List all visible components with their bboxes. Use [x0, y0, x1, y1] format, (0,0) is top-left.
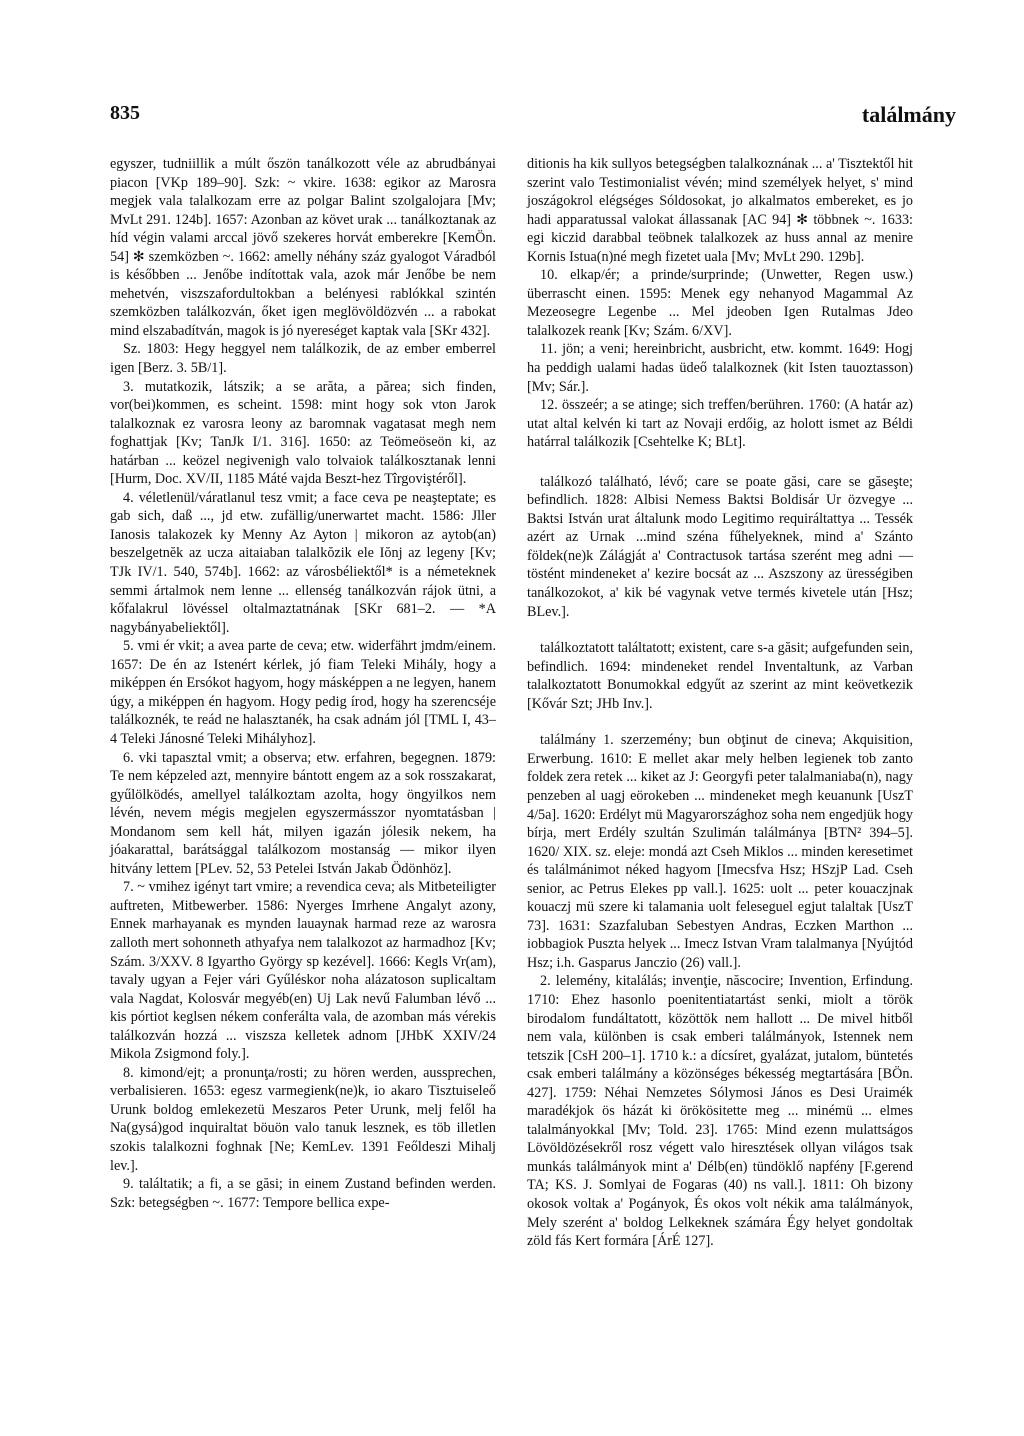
- entry-paragraph: 8. kimond/ejt; a pronunţa/rosti; zu hören werden, aussprechen, verbalisieren. 1653: egesz varmegienk(ne)k, io akaro Tisztuiseleő Urunk boldog emlekezetü Meszaros Peter Urunk, melj felől ha Na(gysá)god inquiraltat böuön valo tanuk lesznek, es töb illetlen szokis talalkozni foghnak [Ne; KemLev. 1391 Feőldeszi Mihalj lev.].: [110, 1064, 496, 1174]
- entry-paragraph: 9. találtatik; a fi, a se găsi; in einem Zustand befinden werden. Szk: betegségben ~. 1677: Tempore bellica expe-: [110, 1176, 496, 1211]
- dictionary-entry: találmány 1. szerzemény; bun obţinut de cineva; Akquisition, Erwerbung. 1610: E mellet akar mely helben legienek tob zanto foldek zera retek ... kiket az J: Georgyfi peter talalmaniaba(n), nagy penzeben al uagj eörokeben ... mindeneket megh keuanunk [UszT 4/5a]. 1620: Erdélyt mü Magyarországhoz soha nem engedjük hogy bírja, mert Erdély szultán Szulimán találmánya [BTN² 394–5]. 1620/ XIX. sz. eleje: mondá azt Cseh Miklos ... minden keresetimet és találmánimot néked hagyom [Imecsfva Hsz; HSzjP Lad. Cseh senior, ac Petrus Elekes pp vall.]. 1625: uolt ... peter kouaczjnak kouaczj mü szere ki talamania uolt feleseguel egjut talaltak [UszT 73]. 1631: Szazfaluban Sebestyen Andras, Eczken Marthon ... iobbagiok Puszta helyek ... Imecz Istvan Vram talalmanya [Nyújtód Hsz; i.h. Gasparus Janczio (26) vall.].: [527, 732, 913, 971]
- entry-paragraph: egyszer, tudniillik a múlt őszön tanálkozott véle az abrudbányai piacon [VKp 189–90]. Szk: ~ vkire. 1638: egikor az Marosra megjek vala talalkozam erre az polgar Balint szolgalojara [Mv; MvLt 291. 124b]. 1657: Azonban az követ urak ... tanálkoztanak az híd végin valami arccal jövő szekeres horvát emberekre [KemÖn. 54] ✻ szemközben ~. 1662: amelly néhány száz gyalogot Váradból is későbben ... Jenőbe indítottak vala, azok már Jenőbe be nem mehetvén, viszszafordultokban a belényesi rablókkal szintén szemközben találkozván, őket igen meglövöldözvén ... a rabokat mind elszabadítván, magok is jó nyereséget kaptak vala [SKr 432].: [110, 156, 496, 339]
- entry-paragraph: 12. összeér; a se atinge; sich treffen/berühren. 1760: (A határ az) utat altal kelvén ki tart az Novaji erdőig, az holott ismet az Béldi határral találkozik [Csehtelke K; BLt].: [527, 397, 913, 451]
- page-header: [110, 102, 956, 132]
- running-head: találmány: [861, 102, 956, 127]
- entry-paragraph: 10. elkap/ér; a prinde/surprinde; (Unwetter, Regen usw.) überrascht einen. 1595: Menek egy nehanyod Magammal Az Mezeosegre Legenbe ... Mel jdeoben Igen Rutalmas Jdeo talalkozek reank [Kv; Szám. 6/XV].: [527, 267, 913, 339]
- entry-paragraph: 3. mutatkozik, látszik; a se arăta, a părea; sich finden, vor(bei)kommen, es scheint. 1598: mint hogy sok vton Jarok talalkoznak ez varosra leony az baromnak vagatasat megh nem foghattjak [Kv; TanJk I/1. 316]. 1650: az Teömeöseön ki, az határban ... keözel negivenigh valo tolvaiok találkosztanak lenni [Hurm, Doc. XV/II, 1185 Máté vajda Beszt-hez Tîrgoviştéről].: [110, 378, 496, 488]
- entry-paragraph: 11. jön; a veni; hereinbricht, ausbricht, etw. kommt. 1649: Hogj ha peddigh ualami hadas üdeő talalkoznek (kit Isten tauoztasson) [Mv; Sár.].: [527, 341, 913, 395]
- dictionary-entry: találkozó található, lévő; care se poate găsi, care se găseşte; befindlich. 1828: Albisi Nemess Baktsi Boldisár Ur özvegye ... Baktsi István urat általunk modo Legitimo requiráltattya ... Tessék azért az Urnak ...mind széna fűhelyeknek, mind a' Szánto földek(ne)k Zálágját a' Contractusok tartása szerént meg adni — töstént mindeneket a' kezire bocsát az ... Aszszony az ürességiben tanálkozokot, a' kik bé vagynak vetve termés kivetele után [Hsz; BLev.].: [527, 473, 913, 620]
- entry-separator: [527, 452, 913, 473]
- entry-paragraph: 7. ~ vmihez igényt tart vmire; a revendica ceva; als Mitbeteiligter auftreten, Mitbewerber. 1586: Nyerges Imrhene Angalyt azony, Ennek marhayanak es mynden lauaynak harmad reze az warosra zalloth mert sohonneth athyafya nem talalkozot az harmadhoz [Kv; Szám. 3/XXV. 8 Igyartho György sp kezével]. 1666: Kegls Vr(am), tavaly ugyan a Fejer vári Gyűléskor noha alázatoson suplicaltam vala Nagdat, Kolosvár megyéb(en) Uj Lak nevű Falumban lévő ... kis pórtiot keglsen nékem conferálta vala, de azomban más vérekis találkozván hozzá ... viszsza kelletek adnom [JHbK XXIV/24 Mikola Zsigmond foly.].: [110, 879, 496, 1063]
- entry-separator: [527, 621, 913, 639]
- entry-paragraph: ditionis ha kik sullyos betegségben talalkoznának ... a' Tisztektől hit szerint valo Testimonialist vévén; mind személyek helyet, s' mind joszágokrol elégséges Sóldosokat, jo alkalmatos embereket, es jo hadi apparatussal valokat állassanak [AC 94] ✻ többnek ~. 1633: egi kiczid darabbal teöbnek talalkozek az huss annal az menire Kornis Istua(n)né megh fizetet uala [Mv; MvLt 290. 129b].: [527, 156, 913, 265]
- entry-paragraph: 6. vki tapasztal vmit; a observa; etw. erfahren, begegnen. 1879: Te nem képzeled azt, mennyire bántott engem az a sok rosszakarat, gyűlölködés, amellyel találkoztam azolta, hogy öngyilkos nem lévén, nevem mégis megjelen egyszermásszor nyomtatásban | Mondanom sem kell hát, milyen igazán jólesik nekem, ha jóakarattal, barátsággal találkozom mostanság — mikor ilyen hitvány lettem [PLev. 52, 53 Petelei István Jakab Ödönhöz].: [110, 749, 496, 877]
- entry-paragraph: 5. vmi ér vkit; a avea parte de ceva; etw. widerfährt jmdm/einem. 1657: De én az Istenért kérlek, jó fiam Teleki Mihály, hogy a miképpen én Ersókot hagyom, hogy másképpen a ne legyen, hanem úgy, a miképpen én hagyom. Hogy pedig írod, hogy ha szerencséje találkoznék, te reád ne halasztanék, ha csak adnám jól [TML I, 43–4 Teleki Jánosné Teleki Mihályhoz].: [110, 638, 496, 747]
- page-number: 835: [110, 102, 140, 124]
- entry-paragraph: 2. lelemény, kitalálás; invenţie, născocire; Invention, Erfindung. 1710: Ehez hasonlo poenitentiatartást senki, miolt a török birodalom fundáltatott, közöttök nem hallott ... De mivel hitből nem vala, különben is csak emberi találmányok, Istennek nem tetszik [CsH 200–1]. 1710 k.: a dícsíret, gyalázat, jutalom, büntetés csak emberi találmány a közönséges békesség megtartására [BÖn. 427]. 1759: Néhai Nemzetes Sólymosi János es Desi Uraimék maradékjok ös házát ki örökösitette meg ... minémü ... elmes talalmányokkal [Mv; Told. 23]. 1765: Mind ezenn mulattságos Lövöldözésekről rosz végett valo hiresztések ollyan világos tsak munkás találmányok mint a' Délb(en) tündöklő napfény [F.gerend TA; KS. J. Somlyai de Fogaras (40) ns vall.]. 1811: Oh bizony okosok voltak a' Pogányok, És okos volt nékik ama találmányok, Mely szerént a' boldog Lelkeknek számára Égy helyet gondoltak zöld fás Kert formára [ÁrÉ 127].: [527, 973, 913, 1250]
- entry-separator: [527, 713, 913, 731]
- dictionary-entry: találkoztatott találtatott; existent, care s-a găsit; aufgefunden sein, befindlich. 1694: mindeneket rendel Inventaltunk, az Varban talalkoztatott Bonumokkal edgyűt az szerint az mint keövetkezik [Kővár Szt; JHb Inv.].: [527, 640, 913, 712]
- entry-paragraph: Sz. 1803: Hegy heggyel nem találkozik, de az ember emberrel igen [Berz. 3. 5B/1].: [110, 341, 496, 377]
- right-column: [527, 155, 913, 1251]
- entry-paragraph: 4. véletlenül/váratlanul tesz vmit; a face ceva pe neaşteptate; es gab sich, daß ..., jd etw. zufällig/unerwartet macht. 1586: Jller Ianosis talakozek ky Menny Az Ayton | mikoron az aytob(an) beszelgetnĕk az ucza aitaiaban talalkŏzik ele Iŏnj az legeny [Kv; TJk IV/1. 540, 574b]. 1662: az városbéliektől* is a németeknek semmi ártalmok nem lenne ... ellenség tanálkozván rájok ütni, a kőfalakrul lövéssel oltalmaztatnának [SKr 681–2. — *A nagybányabeliektől].: [110, 489, 496, 636]
- left-column: [110, 155, 496, 1212]
